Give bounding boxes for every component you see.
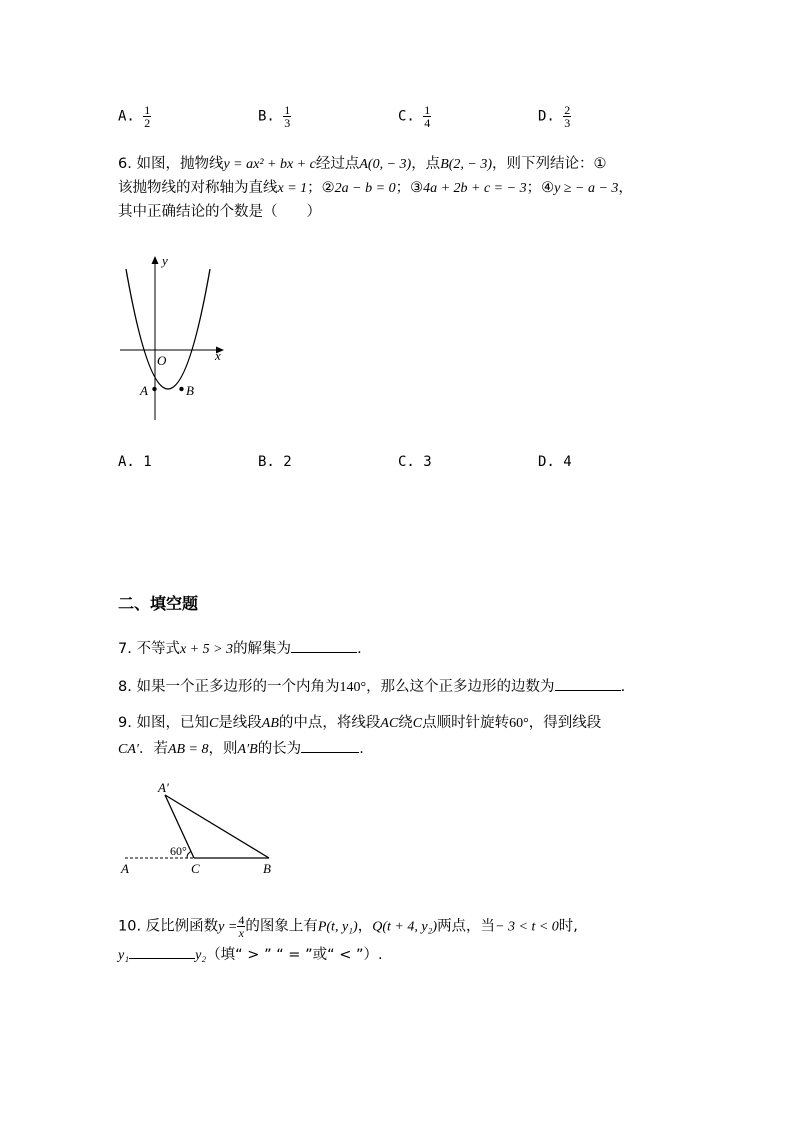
segment-ab: AB — [261, 716, 279, 731]
text: 点顺时针旋转 — [422, 715, 510, 731]
condition: AB = 8 — [167, 742, 209, 757]
a-label: A — [121, 861, 129, 876]
denominator: 2 — [144, 116, 151, 130]
q6-prefix: 6. 如图，抛物线 — [118, 156, 224, 172]
text: 的中点，将线段 — [278, 715, 381, 731]
option-label: D. — [538, 108, 555, 125]
q10-line-1 — [118, 914, 578, 939]
q5-option-c — [398, 104, 431, 129]
point-p: P(t, y₁) — [317, 919, 358, 935]
segment-ca-prime: CA′ — [118, 742, 139, 757]
point-b-dot — [179, 387, 183, 391]
numerator: 4 — [238, 913, 245, 927]
conclusion-2: 2a − b = 0 — [334, 181, 396, 196]
q8 — [118, 676, 625, 698]
text: ，则 — [208, 741, 238, 757]
q5-option-b — [258, 104, 291, 129]
parabola-equation: y = ax² + bx + c — [223, 157, 316, 172]
parabola-graph — [110, 250, 235, 425]
answer-blank[interactable] — [291, 638, 357, 653]
text: 的长为 — [257, 741, 302, 757]
text: . — [359, 741, 364, 757]
c-label: C — [191, 861, 200, 876]
text: 10. 反比例函数 — [118, 918, 219, 935]
answer-blank[interactable] — [555, 676, 621, 691]
q6-line-3: 其中正确结论的个数是（ ） — [118, 204, 321, 220]
text: ， — [357, 918, 373, 935]
numerator: 2 — [564, 103, 571, 117]
fraction — [563, 104, 571, 129]
text: （填“ > ” “ = ”或“ < ”）. — [206, 947, 383, 963]
denominator: 4 — [424, 116, 431, 130]
q5-option-d — [538, 104, 571, 129]
q5-option-a — [118, 104, 151, 129]
y-axis-arrow — [152, 256, 159, 264]
angle-arc — [187, 852, 191, 859]
x-axis-label: x — [215, 348, 221, 363]
b-label: B — [263, 861, 271, 876]
point-c: C — [412, 716, 423, 731]
text: 是线段 — [218, 715, 262, 731]
q7 — [118, 638, 362, 660]
text: ，那么这个正多边形的边数为 — [366, 679, 555, 695]
q6-option-c: C. 3 — [398, 454, 432, 470]
text: . — [357, 641, 362, 657]
segment-a-prime-b: A′B — [237, 742, 258, 757]
y2: y₂ — [195, 948, 207, 963]
point-b: B(2, − 3) — [440, 157, 493, 172]
fraction — [283, 104, 291, 129]
numerator: 1 — [144, 103, 151, 117]
text: 经过点 — [315, 156, 360, 172]
q10-line-2 — [118, 944, 383, 966]
origin-label: O — [157, 353, 167, 368]
angle-label: 60° — [170, 844, 187, 858]
y-axis-label: y — [162, 253, 168, 268]
fraction — [143, 104, 151, 129]
q6-option-b: B. 2 — [258, 454, 292, 470]
parabola-curve — [126, 269, 210, 389]
text: 的解集为 — [233, 641, 292, 657]
point-a-dot — [152, 387, 156, 391]
option-label: A. — [118, 108, 135, 125]
answer-blank[interactable] — [129, 944, 195, 959]
point-a: A(0, − 3) — [359, 157, 412, 172]
text: ， — [618, 180, 633, 196]
condition: − 3 < t < 0 — [495, 919, 559, 935]
text: 8. 如果一个正多边形的一个内角为 — [118, 679, 340, 695]
angle-value: 60° — [509, 716, 529, 731]
q6-option-d: D. 4 — [538, 454, 572, 470]
q6-line-1 — [118, 154, 607, 175]
text: 的图象上有 — [245, 918, 318, 935]
denominator: x — [238, 926, 244, 940]
option-label: B. — [258, 108, 275, 125]
inequality: x + 5 > 3 — [179, 642, 234, 657]
denominator: 3 — [564, 116, 571, 130]
point-c: C — [208, 716, 219, 731]
point-q: Q(t + 4, y₂) — [372, 919, 438, 935]
denominator: 3 — [284, 116, 291, 130]
text: ，点 — [411, 156, 441, 172]
option-label: C. — [398, 108, 415, 125]
text: 该抛物线的对称轴为直线 — [118, 180, 278, 196]
triangle-figure — [110, 778, 285, 878]
text: . — [620, 679, 626, 695]
text: 时, — [558, 918, 578, 935]
text: ；③ — [395, 180, 424, 196]
point-a-label: A — [140, 383, 148, 398]
segment-ac: AC — [380, 716, 399, 731]
q6-line-2 — [118, 178, 633, 199]
text: ；④ — [526, 180, 555, 196]
q6-option-a: A. 1 — [118, 454, 152, 470]
y1: y₁ — [118, 948, 130, 963]
text: 两点，当 — [437, 918, 496, 935]
a-prime-label: A′ — [158, 780, 169, 795]
axis-equation: x = 1 — [277, 181, 308, 196]
fraction — [423, 104, 431, 129]
text: ，则下列结论：① — [492, 156, 607, 172]
conclusion-3: 4a + 2b + c = − 3 — [423, 181, 527, 196]
text: ；② — [307, 180, 335, 196]
q9-line-2 — [118, 738, 364, 760]
q9-line-1 — [118, 713, 601, 734]
text: 9. 如图，已知 — [118, 715, 209, 731]
section-heading: 二、填空题 — [118, 594, 199, 613]
angle-value: 140° — [339, 680, 367, 695]
answer-blank[interactable] — [301, 738, 359, 753]
conclusion-4: y ≥ − a − 3 — [554, 181, 619, 196]
text: ，得到线段 — [528, 715, 602, 731]
text: ．若 — [138, 741, 168, 757]
text: 绕 — [398, 715, 413, 731]
numerator: 1 — [284, 103, 291, 117]
function-y: y = — [218, 919, 238, 935]
numerator: 1 — [424, 103, 431, 117]
point-b-label: B — [186, 383, 194, 398]
text: 7. 不等式 — [118, 641, 180, 657]
